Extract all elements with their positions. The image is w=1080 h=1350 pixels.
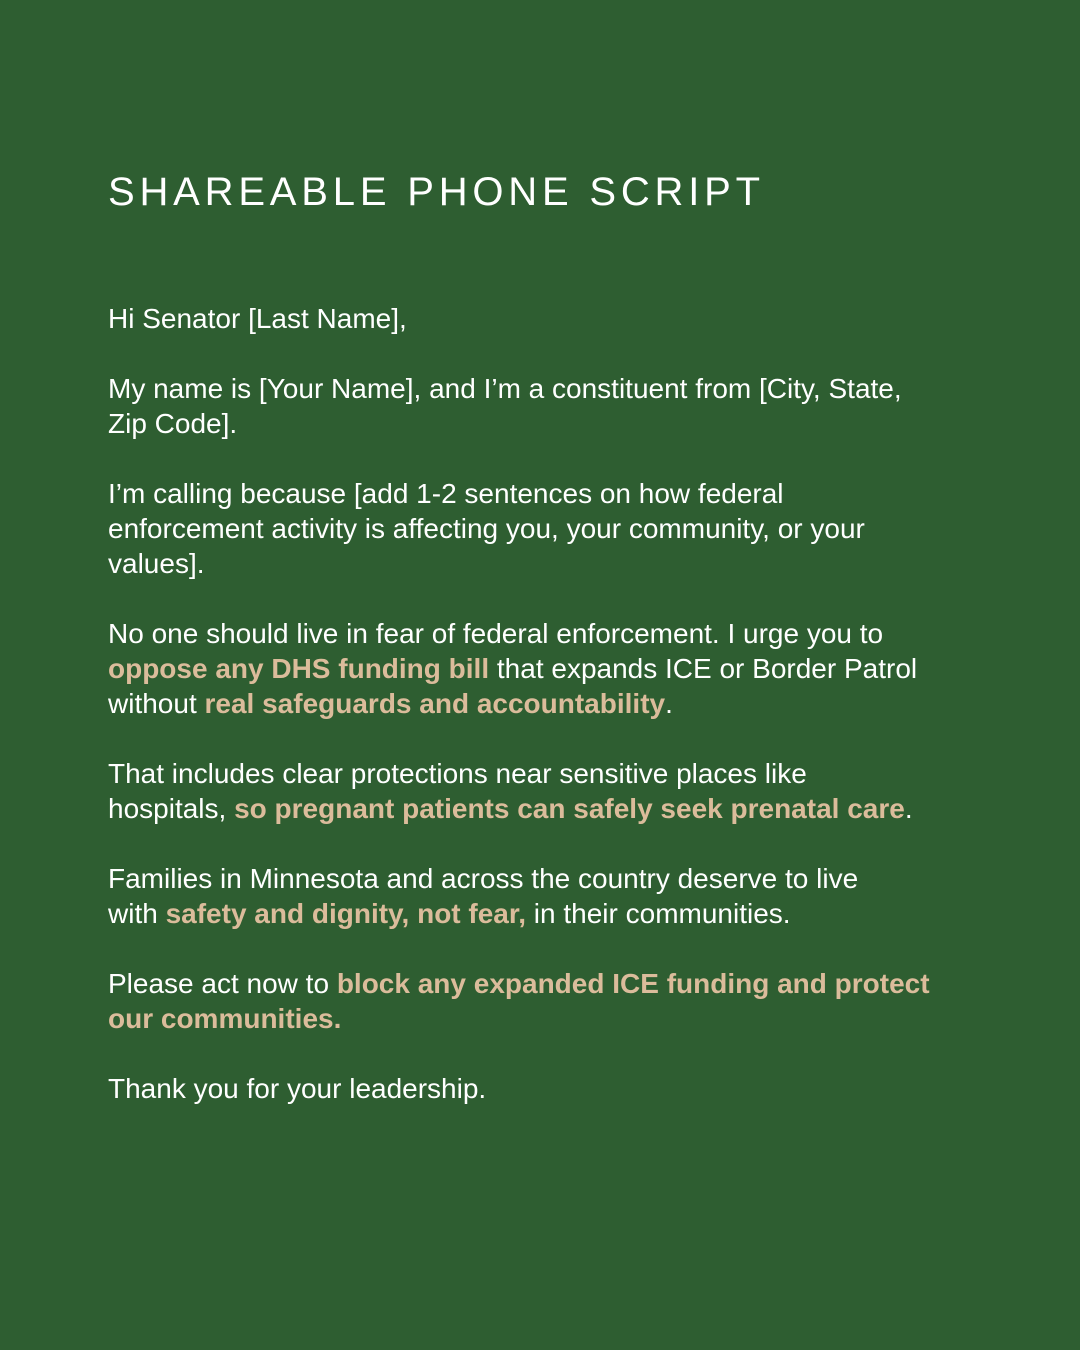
intro-paragraph <box>108 371 980 441</box>
phone-script-body <box>108 301 980 1141</box>
action-paragraph <box>108 966 980 1036</box>
families-paragraph <box>108 861 980 931</box>
action-line-1-lead: Please act now to <box>108 968 337 999</box>
families-line-2-end: in their communities. <box>526 898 791 929</box>
intro-line-1: My name is [Your Name], and I’m a constituent from [City, State, <box>108 373 902 404</box>
families-line-2 <box>108 896 980 931</box>
closing-paragraph <box>108 1071 980 1106</box>
greeting-text: Hi Senator [Last Name], <box>108 303 407 334</box>
urge-line-3-end: . <box>665 688 673 719</box>
closing-text: Thank you for your leadership. <box>108 1073 487 1104</box>
families-line-1: Families in Minnesota and across the country deserve to live <box>108 863 859 894</box>
families-line-2-lead: with <box>108 898 166 929</box>
action-line-2 <box>108 1001 980 1036</box>
protections-line-2-lead: hospitals, <box>108 793 235 824</box>
protections-paragraph <box>108 756 980 826</box>
urge-line-3-lead: without <box>108 688 205 719</box>
action-line-1 <box>108 966 980 1001</box>
urge-line-3 <box>108 686 980 721</box>
urge-line-2-rest: that expands ICE or Border Patrol <box>489 653 918 684</box>
reason-line-3: values]. <box>108 548 205 579</box>
protections-highlight: so pregnant patients can safely seek prenatal care <box>234 793 905 824</box>
reason-paragraph <box>108 476 980 581</box>
page-title: SHAREABLE PHONE SCRIPT <box>108 170 765 214</box>
urge-paragraph <box>108 616 980 721</box>
protections-line-1: That includes clear protections near sensitive places like <box>108 758 807 789</box>
reason-line-1: I’m calling because [add 1-2 sentences on how federal <box>108 478 784 509</box>
urge-line-1: No one should live in fear of federal enforcement. I urge you to <box>108 618 884 649</box>
urge-highlight-oppose: oppose any DHS funding bill <box>108 653 490 684</box>
urge-highlight-safeguards: real safeguards and accountability <box>204 688 666 719</box>
protections-line-2 <box>108 791 980 826</box>
greeting-paragraph <box>108 301 980 336</box>
intro-line-2: Zip Code]. <box>108 408 238 439</box>
action-highlight-1: block any expanded ICE funding and protect <box>336 968 930 999</box>
action-highlight-2: our communities. <box>108 1003 342 1034</box>
reason-line-2: enforcement activity is affecting you, your community, or your <box>108 513 865 544</box>
families-highlight: safety and dignity, not fear, <box>165 898 527 929</box>
protections-line-2-end: . <box>904 793 913 824</box>
urge-line-2 <box>108 651 980 686</box>
